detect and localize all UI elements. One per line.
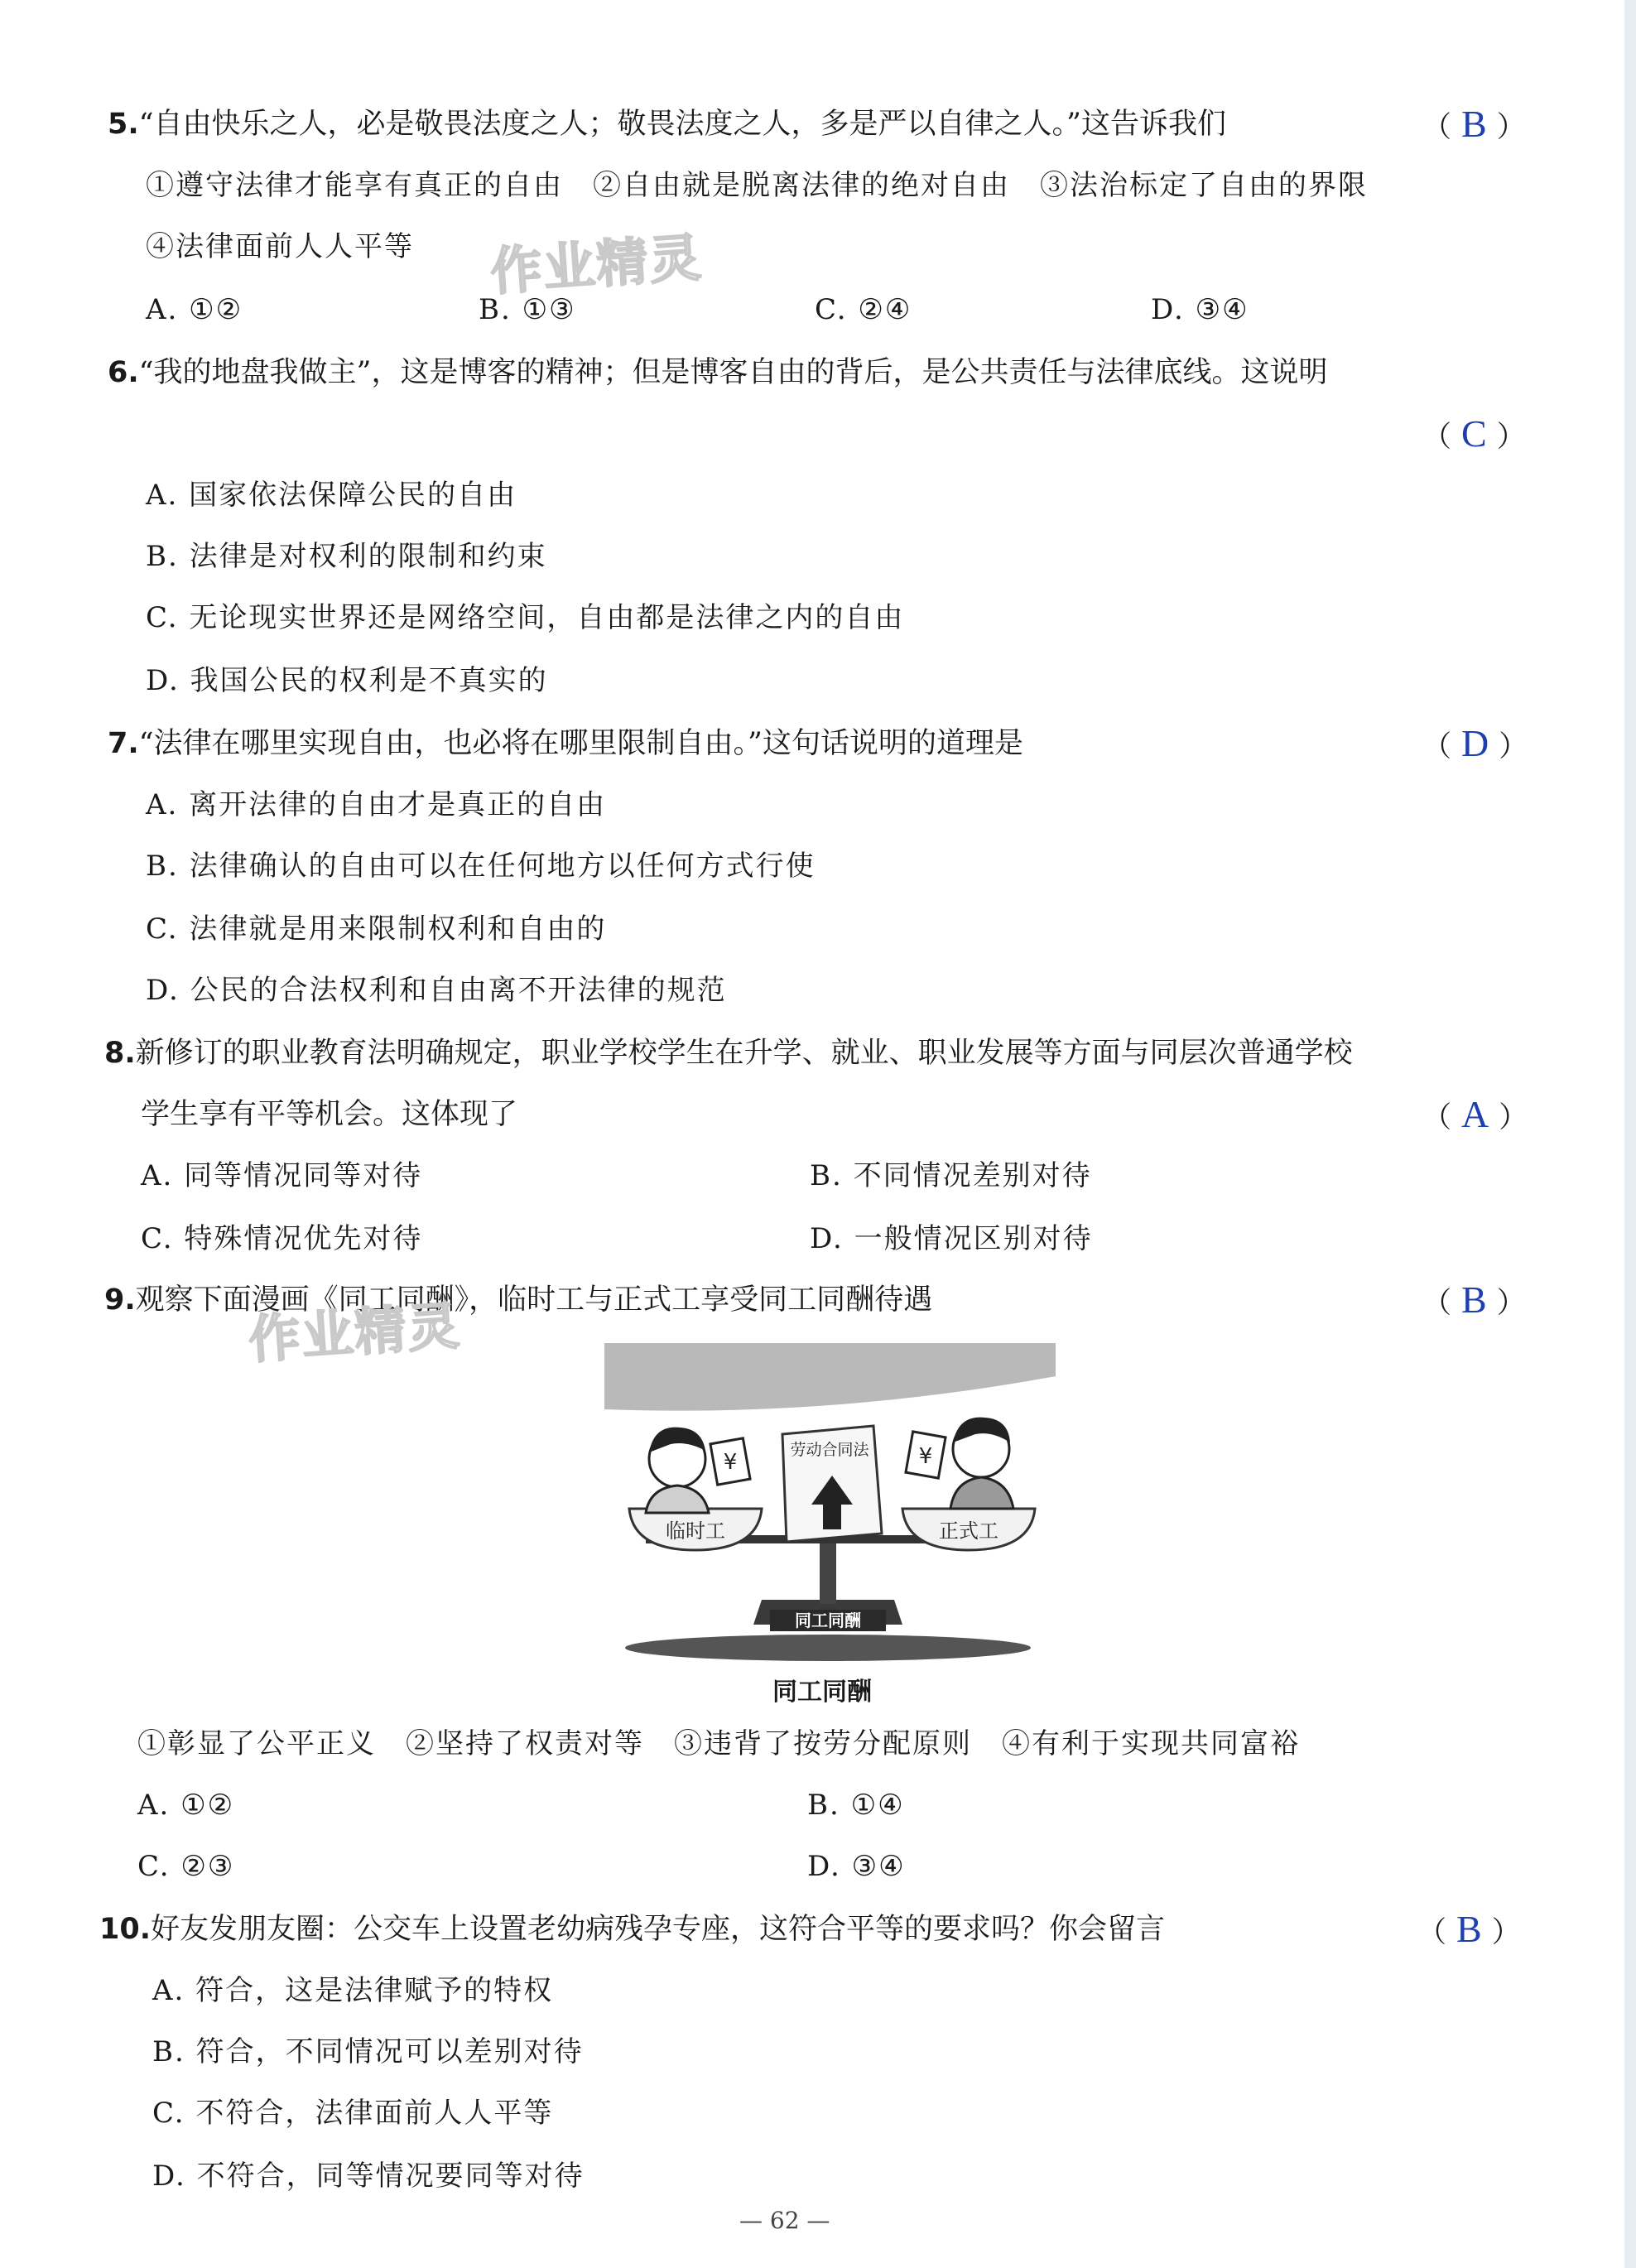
question-number: 5. [108, 108, 139, 141]
answer-letter: B [1456, 1908, 1482, 1950]
option-a: A. 国家依法保障公民的自由 [146, 479, 517, 512]
option-b: B. 法律是对权利的限制和约束 [146, 540, 547, 573]
cartoon-sky [604, 1343, 1056, 1411]
option-d: D. 一般情况区别对待 [810, 1222, 1093, 1255]
page-edge [1624, 0, 1636, 2268]
question-number: 10. [99, 1913, 152, 1946]
question-5-statements-1: ①遵守法律才能享有真正的自由 ②自由就是脱离法律的绝对自由 ③法治标定了自由的界限 [146, 169, 1368, 202]
question-6-stem [108, 353, 1327, 392]
option-d: D. ③④ [807, 1850, 906, 1883]
right-worker-body [950, 1477, 1013, 1509]
watermark: 作业精灵 [488, 227, 705, 302]
option-c: C. ②④ [815, 293, 912, 326]
option-c: C. 特殊情况优先对待 [141, 1222, 423, 1255]
answer-5: （ B ） [1422, 103, 1526, 145]
option-b: B. 不同情况差别对待 [810, 1159, 1092, 1192]
question-9-stem [104, 1280, 932, 1320]
option-b: B. 符合，不同情况可以差别对待 [152, 2035, 584, 2068]
yen-icon: ¥ [918, 1444, 933, 1469]
question-number: 6. [108, 356, 139, 389]
option-d: D. 我国公民的权利是不真实的 [146, 664, 548, 697]
question-number: 7. [108, 727, 139, 760]
answer-7: （ D ） [1422, 722, 1528, 764]
question-8-stem-2: 学生享有平等机会。这体现了 [141, 1098, 518, 1131]
question-text: 观察下面漫画《同工同酬》，临时工与正式工享受同工同酬待遇 [135, 1283, 933, 1317]
option-c: C. 无论现实世界还是网络空间，自由都是法律之内的自由 [146, 601, 905, 634]
option-d: D. 公民的合法权利和自由离不开法律的规范 [146, 974, 727, 1007]
question-7-stem [108, 724, 1023, 763]
left-worker-body [646, 1486, 709, 1513]
option-d: D. 不符合，同等情况要同等对待 [152, 2160, 585, 2193]
option-b: B. ①③ [479, 293, 576, 326]
answer-letter: C [1461, 412, 1487, 455]
option-a: A. 同等情况同等对待 [141, 1159, 423, 1192]
question-5-statements-2: ④法律面前人人平等 [146, 230, 414, 263]
option-c: C. ②③ [137, 1850, 235, 1883]
left-pan-label: 临时工 [666, 1519, 725, 1543]
answer-letter: B [1461, 103, 1487, 145]
answer-9: （ B ） [1422, 1278, 1526, 1321]
option-c: C. 法律就是用来限制权利和自由的 [146, 912, 607, 946]
option-a: A. ①② [146, 293, 243, 326]
answer-8: （ A ） [1422, 1093, 1528, 1135]
book-label: 劳动合同法 [790, 1441, 869, 1459]
question-text: 好友发朋友圈：公交车上设置老幼病残孕专座，这符合平等的要求吗？你会留言 [151, 1913, 1166, 1946]
answer-letter: A [1461, 1093, 1489, 1135]
answer-letter: B [1461, 1278, 1487, 1321]
question-5-stem [108, 104, 1226, 144]
question-text: 新修订的职业教育法明确规定，职业学校学生在升学、就业、职业发展等方面与同层次普通学校 [135, 1037, 1353, 1070]
option-c: C. 不符合，法律面前人人平等 [152, 2097, 554, 2130]
question-text: “自由快乐之人，必是敬畏法度之人；敬畏法度之人，多是严以自律之人。”这告诉我们 [138, 108, 1226, 141]
scale-stand [820, 1542, 836, 1604]
question-8-stem [104, 1033, 1353, 1073]
cartoon-caption: 同工同酬 [772, 1678, 872, 1707]
answer-10: （ B ） [1417, 1908, 1521, 1950]
question-9-statements: ①彰显了公平正义 ②坚持了权责对等 ③违背了按劳分配原则 ④有利于实现共同富裕 [137, 1727, 1300, 1760]
watermark: 作业精灵 [247, 1295, 463, 1370]
question-text: “我的地盘我做主”，这是博客的精神；但是博客自由的背后，是公共责任与法律底线。这说明 [138, 356, 1328, 389]
option-b: B. 法律确认的自由可以在任何地方以任何方式行使 [146, 850, 816, 883]
question-10-stem [99, 1909, 1165, 1949]
option-a: A. 符合，这是法律赋予的特权 [152, 1974, 554, 2007]
option-a: A. ①② [137, 1789, 235, 1822]
yen-icon: ¥ [723, 1450, 738, 1475]
question-number: 9. [104, 1283, 136, 1317]
right-pan-label: 正式工 [939, 1519, 998, 1543]
option-b: B. ①④ [807, 1789, 905, 1822]
cartoon-ground [625, 1635, 1031, 1661]
scale-base-label: 同工同酬 [795, 1611, 861, 1630]
answer-6: （ C ） [1422, 412, 1526, 455]
answer-letter: D [1461, 722, 1489, 764]
option-a: A. 离开法律的自由才是真正的自由 [146, 788, 607, 821]
cartoon-equal-pay-illustration [604, 1343, 1056, 1666]
option-d: D. ③④ [1151, 293, 1249, 326]
question-number: 8. [104, 1037, 136, 1070]
question-text: “法律在哪里实现自由，也必将在哪里限制自由。”这句话说明的道理是 [138, 727, 1023, 760]
page-number: — 62 — [739, 2207, 830, 2234]
